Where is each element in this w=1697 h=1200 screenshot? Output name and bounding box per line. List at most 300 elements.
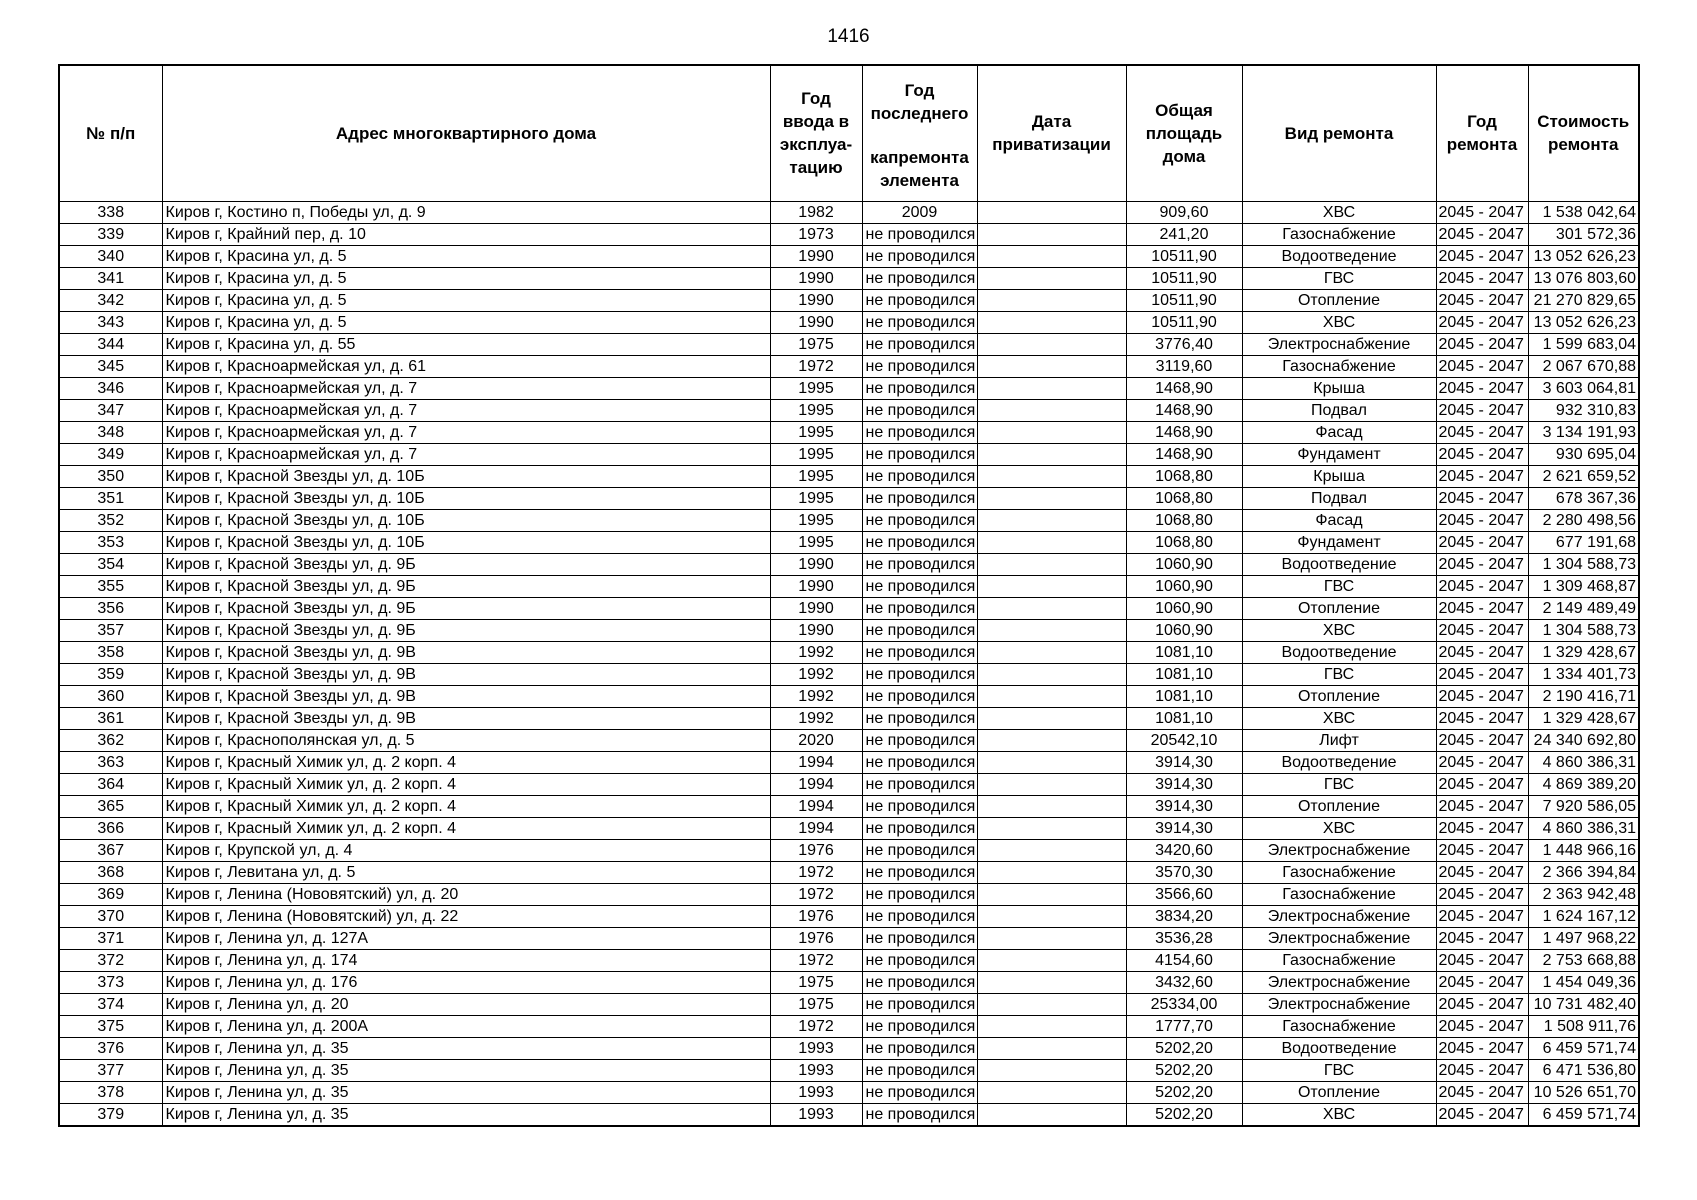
cell-cost: 1 334 401,73 <box>1528 663 1639 685</box>
cell-num: 347 <box>59 399 162 421</box>
cell-num: 342 <box>59 289 162 311</box>
cell-area: 909,60 <box>1126 201 1242 223</box>
cell-last-repair: не проводился <box>862 421 977 443</box>
cell-privatization <box>977 1081 1126 1103</box>
cell-cost: 13 052 626,23 <box>1528 311 1639 333</box>
cell-last-repair: не проводился <box>862 707 977 729</box>
cell-cost: 2 363 942,48 <box>1528 883 1639 905</box>
cell-address: Киров г, Крайний пер, д. 10 <box>162 223 770 245</box>
cell-last-repair: не проводился <box>862 377 977 399</box>
cell-area: 1468,90 <box>1126 399 1242 421</box>
cell-repair-kind: ХВС <box>1242 707 1436 729</box>
table-body <box>59 201 1639 1126</box>
cell-address: Киров г, Красный Химик ул, д. 2 корп. 4 <box>162 773 770 795</box>
cell-area: 1060,90 <box>1126 575 1242 597</box>
cell-last-repair: не проводился <box>862 575 977 597</box>
cell-repair-year: 2045 - 2047 <box>1436 443 1528 465</box>
cell-area: 1068,80 <box>1126 509 1242 531</box>
cell-area: 241,20 <box>1126 223 1242 245</box>
cell-year-built: 1993 <box>770 1081 862 1103</box>
table-row <box>59 663 1639 685</box>
cell-cost: 1 329 428,67 <box>1528 707 1639 729</box>
cell-repair-kind: ГВС <box>1242 1059 1436 1081</box>
cell-year-built: 1972 <box>770 883 862 905</box>
table-row <box>59 355 1639 377</box>
cell-last-repair: не проводился <box>862 1103 977 1126</box>
cell-repair-year: 2045 - 2047 <box>1436 729 1528 751</box>
cell-repair-year: 2045 - 2047 <box>1436 685 1528 707</box>
cell-cost: 1 599 683,04 <box>1528 333 1639 355</box>
cell-repair-year: 2045 - 2047 <box>1436 1081 1528 1103</box>
cell-repair-kind: Газоснабжение <box>1242 1015 1436 1037</box>
cell-last-repair: не проводился <box>862 993 977 1015</box>
cell-privatization <box>977 707 1126 729</box>
cell-repair-year: 2045 - 2047 <box>1436 311 1528 333</box>
cell-area: 1068,80 <box>1126 531 1242 553</box>
cell-last-repair: не проводился <box>862 619 977 641</box>
cell-repair-year: 2045 - 2047 <box>1436 773 1528 795</box>
cell-num: 376 <box>59 1037 162 1059</box>
cell-num: 355 <box>59 575 162 597</box>
cell-num: 365 <box>59 795 162 817</box>
cell-repair-kind: ХВС <box>1242 817 1436 839</box>
cell-area: 20542,10 <box>1126 729 1242 751</box>
cell-num: 343 <box>59 311 162 333</box>
table-row <box>59 1015 1639 1037</box>
cell-privatization <box>977 575 1126 597</box>
cell-cost: 2 366 394,84 <box>1528 861 1639 883</box>
table-row <box>59 839 1639 861</box>
table-row <box>59 619 1639 641</box>
cell-address: Киров г, Ленина ул, д. 20 <box>162 993 770 1015</box>
cell-num: 368 <box>59 861 162 883</box>
cell-repair-year: 2045 - 2047 <box>1436 1103 1528 1126</box>
header-address: Адрес многоквартирного дома <box>162 65 770 201</box>
cell-year-built: 1992 <box>770 685 862 707</box>
cell-year-built: 1990 <box>770 575 862 597</box>
cell-repair-year: 2045 - 2047 <box>1436 971 1528 993</box>
cell-repair-kind: Отопление <box>1242 685 1436 707</box>
cell-privatization <box>977 487 1126 509</box>
cell-year-built: 1990 <box>770 245 862 267</box>
cell-repair-year: 2045 - 2047 <box>1436 707 1528 729</box>
cell-privatization <box>977 1037 1126 1059</box>
cell-num: 372 <box>59 949 162 971</box>
table-row <box>59 201 1639 223</box>
cell-cost: 2 753 668,88 <box>1528 949 1639 971</box>
cell-area: 3570,30 <box>1126 861 1242 883</box>
cell-year-built: 1994 <box>770 773 862 795</box>
cell-area: 5202,20 <box>1126 1103 1242 1126</box>
cell-address: Киров г, Красный Химик ул, д. 2 корп. 4 <box>162 817 770 839</box>
cell-last-repair: не проводился <box>862 223 977 245</box>
cell-privatization <box>977 465 1126 487</box>
cell-last-repair: не проводился <box>862 861 977 883</box>
cell-num: 352 <box>59 509 162 531</box>
cell-last-repair: не проводился <box>862 795 977 817</box>
cell-cost: 930 695,04 <box>1528 443 1639 465</box>
table-row <box>59 685 1639 707</box>
table-row <box>59 949 1639 971</box>
cell-privatization <box>977 355 1126 377</box>
cell-num: 363 <box>59 751 162 773</box>
table-row <box>59 465 1639 487</box>
cell-cost: 4 860 386,31 <box>1528 817 1639 839</box>
cell-last-repair: не проводился <box>862 465 977 487</box>
cell-year-built: 1995 <box>770 443 862 465</box>
cell-repair-kind: Лифт <box>1242 729 1436 751</box>
cell-num: 377 <box>59 1059 162 1081</box>
cell-area: 3776,40 <box>1126 333 1242 355</box>
cell-cost: 6 459 571,74 <box>1528 1037 1639 1059</box>
cell-cost: 1 508 911,76 <box>1528 1015 1639 1037</box>
cell-year-built: 1995 <box>770 531 862 553</box>
table-row <box>59 575 1639 597</box>
cell-repair-year: 2045 - 2047 <box>1436 751 1528 773</box>
cell-repair-year: 2045 - 2047 <box>1436 245 1528 267</box>
cell-repair-kind: Электроснабжение <box>1242 993 1436 1015</box>
cell-num: 373 <box>59 971 162 993</box>
cell-last-repair: не проводился <box>862 443 977 465</box>
cell-address: Киров г, Красноармейская ул, д. 7 <box>162 377 770 399</box>
cell-year-built: 1990 <box>770 267 862 289</box>
cell-repair-kind: Водоотведение <box>1242 245 1436 267</box>
cell-repair-kind: Водоотведение <box>1242 751 1436 773</box>
header-last-repair-top: Год последнего <box>870 80 969 123</box>
cell-year-built: 1976 <box>770 927 862 949</box>
cell-privatization <box>977 1059 1126 1081</box>
cell-address: Киров г, Красной Звезды ул, д. 10Б <box>162 487 770 509</box>
cell-last-repair: не проводился <box>862 1015 977 1037</box>
cell-year-built: 1990 <box>770 289 862 311</box>
cell-year-built: 1975 <box>770 333 862 355</box>
table-row <box>59 443 1639 465</box>
header-last-repair <box>862 65 977 201</box>
cell-address: Киров г, Красина ул, д. 55 <box>162 333 770 355</box>
cell-cost: 1 497 968,22 <box>1528 927 1639 949</box>
header-privatization: Дата приватизации <box>977 65 1126 201</box>
cell-address: Киров г, Красноармейская ул, д. 7 <box>162 443 770 465</box>
cell-address: Киров г, Красной Звезды ул, д. 10Б <box>162 465 770 487</box>
cell-privatization <box>977 883 1126 905</box>
cell-num: 359 <box>59 663 162 685</box>
table-row <box>59 421 1639 443</box>
cell-repair-year: 2045 - 2047 <box>1436 421 1528 443</box>
cell-cost: 1 304 588,73 <box>1528 619 1639 641</box>
cell-privatization <box>977 311 1126 333</box>
cell-year-built: 1995 <box>770 465 862 487</box>
table-row <box>59 993 1639 1015</box>
cell-address: Киров г, Красной Звезды ул, д. 9Б <box>162 619 770 641</box>
cell-address: Киров г, Красной Звезды ул, д. 9В <box>162 663 770 685</box>
cell-address: Киров г, Краснополянская ул, д. 5 <box>162 729 770 751</box>
cell-repair-kind: Газоснабжение <box>1242 883 1436 905</box>
cell-cost: 10 526 651,70 <box>1528 1081 1639 1103</box>
cell-repair-year: 2045 - 2047 <box>1436 487 1528 509</box>
cell-area: 3536,28 <box>1126 927 1242 949</box>
cell-year-built: 1976 <box>770 839 862 861</box>
cell-address: Киров г, Красной Звезды ул, д. 10Б <box>162 509 770 531</box>
cell-num: 374 <box>59 993 162 1015</box>
cell-last-repair: не проводился <box>862 751 977 773</box>
cell-year-built: 1995 <box>770 399 862 421</box>
cell-address: Киров г, Красина ул, д. 5 <box>162 245 770 267</box>
table-row <box>59 641 1639 663</box>
table-row <box>59 289 1639 311</box>
cell-year-built: 1972 <box>770 861 862 883</box>
cell-repair-kind: ХВС <box>1242 619 1436 641</box>
cell-repair-year: 2045 - 2047 <box>1436 531 1528 553</box>
cell-last-repair: не проводился <box>862 641 977 663</box>
cell-year-built: 1990 <box>770 597 862 619</box>
cell-cost: 932 310,83 <box>1528 399 1639 421</box>
cell-privatization <box>977 201 1126 223</box>
cell-privatization <box>977 289 1126 311</box>
cell-cost: 13 076 803,60 <box>1528 267 1639 289</box>
cell-address: Киров г, Красноармейская ул, д. 61 <box>162 355 770 377</box>
cell-repair-year: 2045 - 2047 <box>1436 949 1528 971</box>
cell-privatization <box>977 421 1126 443</box>
table-row <box>59 817 1639 839</box>
cell-area: 3914,30 <box>1126 751 1242 773</box>
cell-privatization <box>977 773 1126 795</box>
cell-last-repair: не проводился <box>862 289 977 311</box>
cell-last-repair: не проводился <box>862 487 977 509</box>
table-row <box>59 927 1639 949</box>
cell-cost: 10 731 482,40 <box>1528 993 1639 1015</box>
cell-year-built: 1990 <box>770 311 862 333</box>
cell-repair-kind: Газоснабжение <box>1242 223 1436 245</box>
cell-address: Киров г, Красина ул, д. 5 <box>162 267 770 289</box>
header-repair-year: Год ремонта <box>1436 65 1528 201</box>
table-row <box>59 795 1639 817</box>
cell-repair-kind: Отопление <box>1242 795 1436 817</box>
cell-year-built: 1995 <box>770 421 862 443</box>
cell-cost: 1 329 428,67 <box>1528 641 1639 663</box>
cell-area: 10511,90 <box>1126 289 1242 311</box>
cell-year-built: 1993 <box>770 1059 862 1081</box>
cell-repair-year: 2045 - 2047 <box>1436 289 1528 311</box>
cell-repair-kind: Крыша <box>1242 465 1436 487</box>
cell-year-built: 1995 <box>770 487 862 509</box>
cell-repair-year: 2045 - 2047 <box>1436 993 1528 1015</box>
table-row <box>59 509 1639 531</box>
cell-privatization <box>977 949 1126 971</box>
cell-repair-kind: Фундамент <box>1242 443 1436 465</box>
cell-area: 3566,60 <box>1126 883 1242 905</box>
cell-privatization <box>977 619 1126 641</box>
table-row <box>59 971 1639 993</box>
cell-year-built: 1993 <box>770 1037 862 1059</box>
table-row <box>59 377 1639 399</box>
cell-repair-year: 2045 - 2047 <box>1436 1015 1528 1037</box>
cell-last-repair: не проводился <box>862 949 977 971</box>
cell-address: Киров г, Красной Звезды ул, д. 9Б <box>162 553 770 575</box>
cell-year-built: 1994 <box>770 817 862 839</box>
cell-repair-kind: ХВС <box>1242 1103 1436 1126</box>
cell-num: 367 <box>59 839 162 861</box>
repair-register-table <box>58 64 1640 1127</box>
cell-year-built: 1972 <box>770 949 862 971</box>
cell-num: 357 <box>59 619 162 641</box>
cell-cost: 3 134 191,93 <box>1528 421 1639 443</box>
cell-num: 338 <box>59 201 162 223</box>
cell-address: Киров г, Красной Звезды ул, д. 9Б <box>162 575 770 597</box>
cell-privatization <box>977 817 1126 839</box>
cell-area: 1081,10 <box>1126 707 1242 729</box>
cell-repair-year: 2045 - 2047 <box>1436 1059 1528 1081</box>
cell-cost: 2 621 659,52 <box>1528 465 1639 487</box>
cell-cost: 3 603 064,81 <box>1528 377 1639 399</box>
cell-area: 3914,30 <box>1126 773 1242 795</box>
cell-repair-kind: ХВС <box>1242 311 1436 333</box>
cell-last-repair: не проводился <box>862 245 977 267</box>
cell-year-built: 2020 <box>770 729 862 751</box>
table-row <box>59 751 1639 773</box>
cell-area: 3432,60 <box>1126 971 1242 993</box>
cell-privatization <box>977 993 1126 1015</box>
cell-repair-kind: Фасад <box>1242 509 1436 531</box>
table-row <box>59 1103 1639 1126</box>
cell-area: 10511,90 <box>1126 311 1242 333</box>
cell-last-repair: не проводился <box>862 971 977 993</box>
cell-area: 1068,80 <box>1126 487 1242 509</box>
cell-address: Киров г, Ленина (Нововятский) ул, д. 20 <box>162 883 770 905</box>
cell-repair-year: 2045 - 2047 <box>1436 795 1528 817</box>
table-row <box>59 707 1639 729</box>
cell-privatization <box>977 1015 1126 1037</box>
cell-last-repair: не проводился <box>862 927 977 949</box>
cell-address: Киров г, Ленина ул, д. 176 <box>162 971 770 993</box>
cell-address: Киров г, Красный Химик ул, д. 2 корп. 4 <box>162 795 770 817</box>
cell-area: 1081,10 <box>1126 685 1242 707</box>
cell-privatization <box>977 927 1126 949</box>
cell-last-repair: не проводился <box>862 1037 977 1059</box>
cell-privatization <box>977 597 1126 619</box>
cell-address: Киров г, Красина ул, д. 5 <box>162 289 770 311</box>
cell-num: 378 <box>59 1081 162 1103</box>
cell-last-repair: не проводился <box>862 839 977 861</box>
cell-address: Киров г, Костино п, Победы ул, д. 9 <box>162 201 770 223</box>
cell-area: 5202,20 <box>1126 1037 1242 1059</box>
cell-year-built: 1992 <box>770 641 862 663</box>
cell-num: 349 <box>59 443 162 465</box>
cell-cost: 7 920 586,05 <box>1528 795 1639 817</box>
header-repair-kind: Вид ремонта <box>1242 65 1436 201</box>
table-row <box>59 861 1639 883</box>
cell-area: 1060,90 <box>1126 619 1242 641</box>
cell-cost: 677 191,68 <box>1528 531 1639 553</box>
header-year-built: Год ввода в эксплуа-тацию <box>770 65 862 201</box>
cell-cost: 2 280 498,56 <box>1528 509 1639 531</box>
cell-num: 360 <box>59 685 162 707</box>
cell-num: 362 <box>59 729 162 751</box>
cell-cost: 4 860 386,31 <box>1528 751 1639 773</box>
cell-area: 1468,90 <box>1126 421 1242 443</box>
cell-year-built: 1982 <box>770 201 862 223</box>
cell-address: Киров г, Красной Звезды ул, д. 10Б <box>162 531 770 553</box>
cell-year-built: 1976 <box>770 905 862 927</box>
cell-repair-kind: ХВС <box>1242 201 1436 223</box>
cell-privatization <box>977 685 1126 707</box>
cell-last-repair: не проводился <box>862 663 977 685</box>
cell-repair-kind: Водоотведение <box>1242 641 1436 663</box>
cell-area: 10511,90 <box>1126 245 1242 267</box>
cell-num: 345 <box>59 355 162 377</box>
cell-last-repair: не проводился <box>862 817 977 839</box>
cell-area: 3914,30 <box>1126 795 1242 817</box>
cell-repair-year: 2045 - 2047 <box>1436 839 1528 861</box>
cell-privatization <box>977 729 1126 751</box>
cell-address: Киров г, Красина ул, д. 5 <box>162 311 770 333</box>
cell-num: 379 <box>59 1103 162 1126</box>
cell-num: 356 <box>59 597 162 619</box>
cell-area: 5202,20 <box>1126 1059 1242 1081</box>
cell-last-repair: не проводился <box>862 729 977 751</box>
cell-num: 350 <box>59 465 162 487</box>
cell-cost: 4 869 389,20 <box>1528 773 1639 795</box>
cell-privatization <box>977 553 1126 575</box>
cell-last-repair: не проводился <box>862 773 977 795</box>
cell-repair-kind: ГВС <box>1242 663 1436 685</box>
cell-num: 353 <box>59 531 162 553</box>
cell-address: Киров г, Ленина ул, д. 127А <box>162 927 770 949</box>
cell-num: 366 <box>59 817 162 839</box>
table-row <box>59 729 1639 751</box>
cell-repair-year: 2045 - 2047 <box>1436 905 1528 927</box>
cell-repair-year: 2045 - 2047 <box>1436 201 1528 223</box>
table-row <box>59 1037 1639 1059</box>
cell-area: 1068,80 <box>1126 465 1242 487</box>
cell-area: 3119,60 <box>1126 355 1242 377</box>
cell-repair-kind: Газоснабжение <box>1242 949 1436 971</box>
cell-last-repair: не проводился <box>862 399 977 421</box>
cell-cost: 1 448 966,16 <box>1528 839 1639 861</box>
cell-last-repair: не проводился <box>862 553 977 575</box>
cell-privatization <box>977 795 1126 817</box>
cell-repair-year: 2045 - 2047 <box>1436 663 1528 685</box>
cell-repair-kind: Крыша <box>1242 377 1436 399</box>
table-row <box>59 311 1639 333</box>
cell-area: 1468,90 <box>1126 443 1242 465</box>
cell-year-built: 1990 <box>770 553 862 575</box>
cell-repair-year: 2045 - 2047 <box>1436 817 1528 839</box>
cell-repair-kind: Фундамент <box>1242 531 1436 553</box>
cell-num: 361 <box>59 707 162 729</box>
cell-cost: 6 471 536,80 <box>1528 1059 1639 1081</box>
cell-repair-year: 2045 - 2047 <box>1436 223 1528 245</box>
cell-repair-kind: Фасад <box>1242 421 1436 443</box>
cell-area: 1468,90 <box>1126 377 1242 399</box>
cell-last-repair: не проводился <box>862 311 977 333</box>
cell-privatization <box>977 971 1126 993</box>
cell-repair-kind: Электроснабжение <box>1242 905 1436 927</box>
cell-address: Киров г, Ленина ул, д. 35 <box>162 1037 770 1059</box>
cell-area: 25334,00 <box>1126 993 1242 1015</box>
cell-repair-year: 2045 - 2047 <box>1436 377 1528 399</box>
cell-year-built: 1994 <box>770 795 862 817</box>
cell-last-repair: 2009 <box>862 201 977 223</box>
cell-repair-kind: Электроснабжение <box>1242 839 1436 861</box>
cell-cost: 21 270 829,65 <box>1528 289 1639 311</box>
cell-address: Киров г, Красноармейская ул, д. 7 <box>162 399 770 421</box>
table-row <box>59 531 1639 553</box>
cell-repair-kind: Газоснабжение <box>1242 861 1436 883</box>
cell-repair-kind: ГВС <box>1242 773 1436 795</box>
cell-num: 370 <box>59 905 162 927</box>
cell-last-repair: не проводился <box>862 355 977 377</box>
cell-privatization <box>977 751 1126 773</box>
